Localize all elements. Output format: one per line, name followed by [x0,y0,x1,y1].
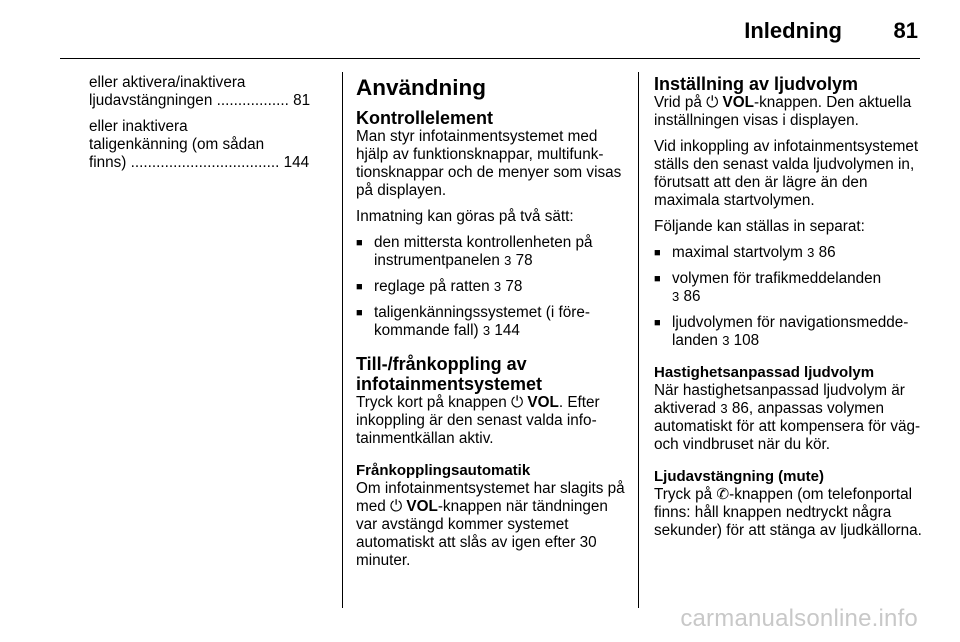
toc-page-ref[interactable]: 81 [293,92,311,109]
phone-mute-icon: ✆ [716,486,730,503]
toc-entry-mute: eller aktivera/inaktivera ljudavstängningen ................. 81 [89,74,311,109]
power-icon: ⏻ [706,94,719,111]
power-icon: ⏻ [390,498,403,515]
paragraph: Inmatning kan göras på två sätt: [356,208,574,225]
paragraph: Vid inkoppling av infotainmentsystemet ställs den senast valda ljudvolymen in, förutsatt att den är lägre än den maximala startvolymen. [654,138,919,209]
page-number: 81 [893,18,918,43]
bullet-item: ■ volymen för trafikmeddelanden 3 86 [654,270,924,306]
page-ref-arrow-icon: 3 [493,279,502,294]
page-ref[interactable]: 86 [683,288,701,305]
page-ref-arrow-icon: 3 [482,323,491,338]
paragraph: Man styr infotainmentsystemet med hjälp av funktionsknappar, multifunktionsknappar och de menyer som visas på displayen. [356,128,622,199]
page-ref[interactable]: 144 [494,322,520,339]
bullet-item: ■ ljudvolymen för navigationsmeddelanden 3 108 [654,314,924,350]
paragraph: När hastighetsanpassad ljudvolym är aktiverad 3 86, anpassas volymen automatiskt för att kompensera för väg- och vindbruset när du kör. [654,382,921,453]
column-1 [89,74,329,180]
page-ref[interactable]: 86 [818,244,836,261]
page-ref[interactable]: 108 [733,332,760,349]
page-ref[interactable]: 86 [731,400,749,417]
minor-heading: Hastighetsanpassad ljudvolym [654,364,875,381]
subsection-heading: Till-/frånkoppling av infotainmentsystemet [356,354,543,394]
column-divider-1 [342,72,343,608]
minor-heading: Frånkopplingsautomatik [356,462,531,479]
toc-page-ref[interactable]: 144 [283,154,310,171]
column-divider-2 [638,72,639,608]
paragraph: Följande kan ställas in separat: [654,218,865,235]
watermark: carmanualsonline.info [680,605,918,632]
column-3 [654,74,924,548]
header-divider [60,58,920,59]
paragraph: Tryck kort på knappen ⏻ VOL. Efter inkoppling är den senast valda infotainmentkällan aktiv. [356,394,600,447]
page-ref-arrow-icon: 3 [720,401,728,416]
bullet-item: ■ den mittersta kontrollenheten på instrumentpanelen 3 78 [356,234,626,270]
subsection-heading: Inställning av ljudvolym [654,74,859,94]
bullet-item: ■ maximal startvolym 3 86 [654,244,924,262]
paragraph: Tryck på ✆-knappen (om telefonportal finns: håll knappen nedtryckt några sekunder) för att stänga av ljudkällorna. [654,486,922,539]
paragraph: Vrid på ⏻ VOL-knappen. Den aktuella inställningen visas i displayen. [654,94,912,129]
bullet-item: ■ reglage på ratten 3 78 [356,278,626,296]
minor-heading: Ljudavstängning (mute) [654,468,824,485]
page-ref[interactable]: 78 [505,278,523,295]
page-ref-arrow-icon: 3 [807,245,815,260]
power-icon: ⏻ [511,394,524,411]
page-ref-arrow-icon: 3 [722,333,730,348]
toc-entry-voice-recognition: eller inaktivera taligenkänning (om sådan finns) ................................... 144 [89,118,310,171]
page-section-title: Inledning [744,18,842,43]
column-2 [356,74,626,578]
paragraph: Om infotainmentsystemet har slagits på med ⏻ VOL-knappen när tändningen var avstängd kommer systemet automatiskt att slås av igen efter 30 minuter. [356,480,625,569]
page-ref-arrow-icon: 3 [672,289,680,304]
bullet-item: ■ taligenkänningssystemet (i förekommande fall) 3 144 [356,304,626,340]
page-ref[interactable]: 78 [515,252,533,269]
section-heading: Användning [356,75,486,100]
page-ref-arrow-icon: 3 [504,253,512,268]
subsection-heading: Kontrollelement [356,108,494,128]
